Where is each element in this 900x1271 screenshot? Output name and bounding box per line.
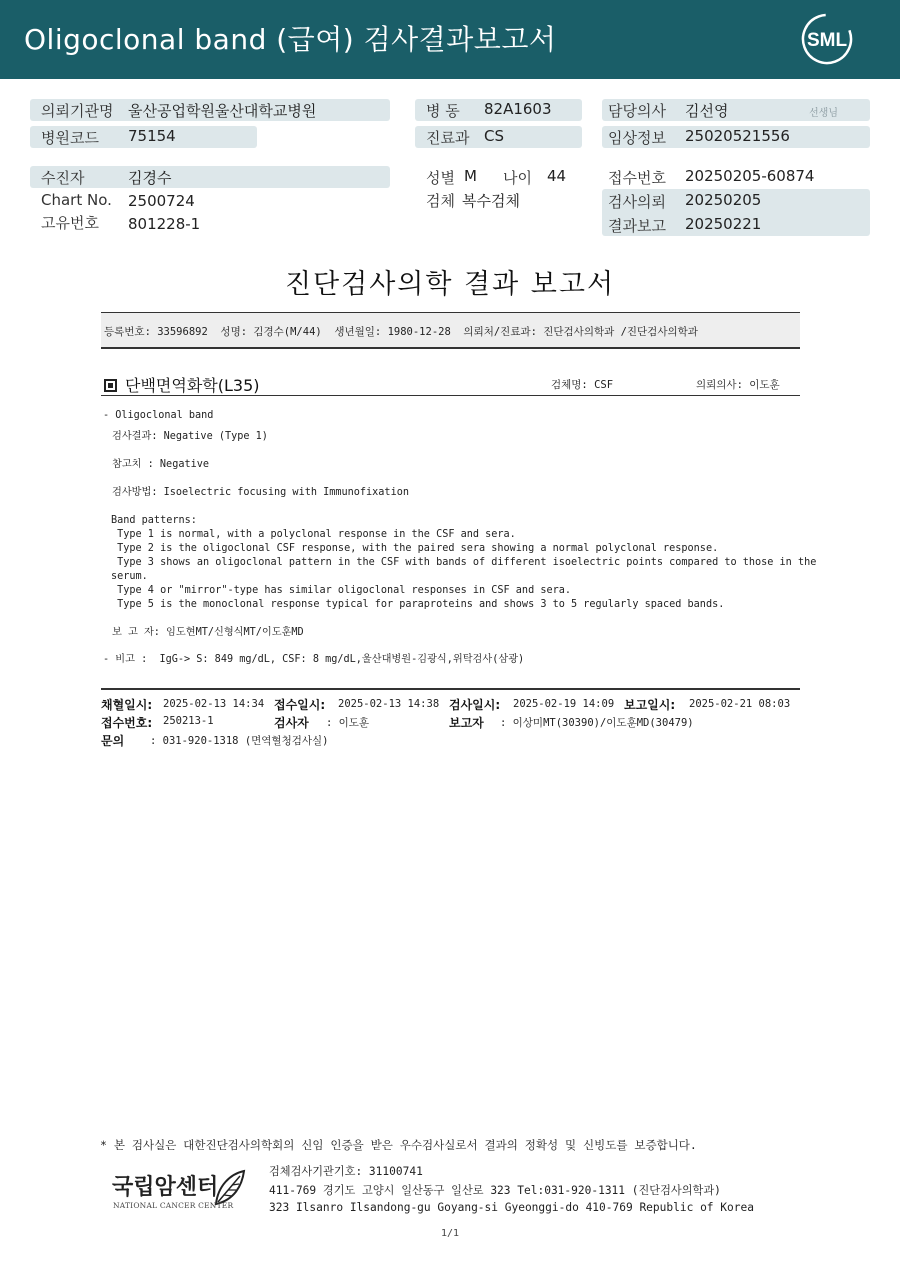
ward-label: 병 동 — [426, 102, 460, 120]
sex-value: M — [464, 167, 477, 185]
remark-line: - 비고 : IgG-> S: 849 mg/dL, CSF: 8 mg/dL,울산대병원-김광식,위탁검사(삼광) — [103, 654, 525, 665]
examinee-value: 김경수 — [128, 169, 172, 187]
examinee-label: 수진자 — [41, 169, 85, 187]
accept-label: 접수일시: — [274, 698, 326, 712]
specimen-value: 복수검체 — [462, 192, 520, 210]
specimen-label: 검체 — [426, 192, 455, 210]
band-patterns-4: serum. — [111, 571, 148, 582]
report-header-title: Oligoclonal band (급여) 검사결과보고서 — [24, 23, 557, 56]
receipt-no-label: 접수번호: — [101, 716, 153, 730]
receipt-no-value: 250213-1 — [163, 715, 214, 727]
dept-label: 진료과 — [426, 129, 470, 147]
collect-label: 채혈일시: — [101, 698, 153, 712]
request-label: 검사의뢰 — [608, 193, 666, 211]
page-number: 1/1 — [440, 1228, 460, 1239]
reporter-label: 보고자 — [449, 716, 484, 730]
dept-value: CS — [484, 127, 504, 145]
result-report-label: 결과보고 — [608, 217, 666, 235]
band-patterns-3: Type 3 shows an oligoclonal pattern in the CSF with bands of different isoelectric points compared to those in the — [111, 557, 817, 568]
footer-rule — [101, 688, 800, 690]
clinical-value: 25020521556 — [685, 127, 790, 145]
report-title: 진단검사의학 결과 보고서 — [284, 269, 616, 300]
inquiry-value: : 031-920-1318 (면역혈청검사실) — [150, 735, 329, 747]
band-patterns-5: Type 4 or "mirror"-type has similar oligoclonal responses in CSF and sera. — [111, 585, 572, 596]
institution-value: 울산공업학원울산대학교병원 — [128, 102, 317, 120]
result-report-value: 20250221 — [685, 215, 762, 233]
test-name: - Oligoclonal band — [103, 410, 214, 421]
test-date-value: 2025-02-19 14:09 — [513, 698, 615, 710]
sml-logo — [798, 12, 856, 66]
receipt-value: 20250205-60874 — [685, 167, 815, 185]
unique-no-value: 801228-1 — [128, 215, 201, 233]
certification-notice: * 본 검사실은 대한진단검사의학회의 신임 인증을 받은 우수검사실로서 결과의 정확성 및 신빙도를 보증합니다. — [100, 1138, 697, 1152]
tester-value: : 이도훈 — [326, 717, 370, 729]
address-english: 323 Ilsanro Ilsandong-gu Goyang-si Gyeonggi-do 410-769 Republic of Korea — [269, 1201, 754, 1214]
section-title: 단백면역화학(L35) — [125, 376, 260, 395]
inquiry-label: 문의 — [101, 734, 125, 748]
accept-value: 2025-02-13 14:38 — [338, 698, 440, 710]
collect-value: 2025-02-13 14:34 — [163, 698, 265, 710]
age-value: 44 — [547, 167, 567, 185]
band-patterns-0: Band patterns: — [111, 515, 197, 526]
center-logo-english: NATIONAL CANCER CENTER — [113, 1201, 234, 1210]
institution-label: 의뢰기관명 — [41, 102, 114, 120]
test-date-label: 검사일시: — [449, 698, 501, 712]
institution-code-line: 검체검사기관기호: 31100741 — [269, 1165, 423, 1178]
sml-logo-text: SML — [806, 30, 848, 51]
unique-no-label: 고유번호 — [41, 214, 99, 232]
clinical-label: 임상정보 — [608, 129, 666, 147]
hospital-code-value: 75154 — [128, 127, 176, 145]
center-logo-name: 국립암센터 — [112, 1175, 219, 1200]
doctor-suffix: 선생님 — [809, 108, 838, 119]
report-date-label: 보고일시: — [624, 698, 676, 712]
band-patterns-2: Type 2 is the oligoclonal CSF response, with the paired sera showing a normal polyclonal response. — [111, 543, 719, 554]
report-date-value: 2025-02-21 08:03 — [689, 698, 791, 710]
requesting-doctor: 의뢰의사: 이도훈 — [696, 379, 780, 391]
specimen-name: 검체명: CSF — [551, 379, 614, 391]
report-header — [0, 0, 900, 79]
method-line: 검사방법: Isoelectric focusing with Immunofixation — [112, 487, 409, 498]
age-label: 나이 — [503, 169, 532, 187]
chart-no-value: 2500724 — [128, 192, 195, 210]
band-patterns-6: Type 5 is the monoclonal response typical for paraproteins and shows 3 to 5 regularly spaced bands. — [111, 599, 725, 610]
reporters-line: 보 고 자: 임도현MT/신형식MT/이도훈MD — [112, 627, 304, 638]
doctor-value: 김선영 — [685, 102, 729, 120]
reference-line: 참고치 : Negative — [112, 459, 209, 470]
reporter-value: : 이상미MT(30390)/이도훈MD(30479) — [500, 717, 694, 729]
address-korean: 411-769 경기도 고양시 일산동구 일산로 323 Tel:031-920-1311 (진단검사의학과) — [269, 1184, 721, 1197]
band-patterns-1: Type 1 is normal, with a polyclonal response in the CSF and sera. — [111, 529, 516, 540]
doctor-label: 담당의사 — [608, 102, 666, 120]
tester-label: 검사자 — [274, 716, 309, 730]
chart-no-label: Chart No. — [41, 191, 112, 209]
request-value: 20250205 — [685, 191, 762, 209]
result-line: 검사결과: Negative (Type 1) — [112, 431, 268, 442]
ward-value: 82A1603 — [484, 100, 552, 118]
section-heading — [104, 373, 260, 396]
section-square-icon — [104, 379, 117, 392]
hospital-code-label: 병원코드 — [41, 129, 99, 147]
section-rule — [101, 395, 800, 396]
patient-line: 등록번호: 33596892 성명: 김경수(M/44) 생년월일: 1980-12-28 의뢰처/진료과: 진단검사의학과 /진단검사의학과 — [104, 326, 698, 338]
patient-band-bottom-rule — [101, 347, 800, 349]
sex-label: 성별 — [426, 169, 455, 187]
receipt-label: 접수번호 — [608, 169, 666, 187]
